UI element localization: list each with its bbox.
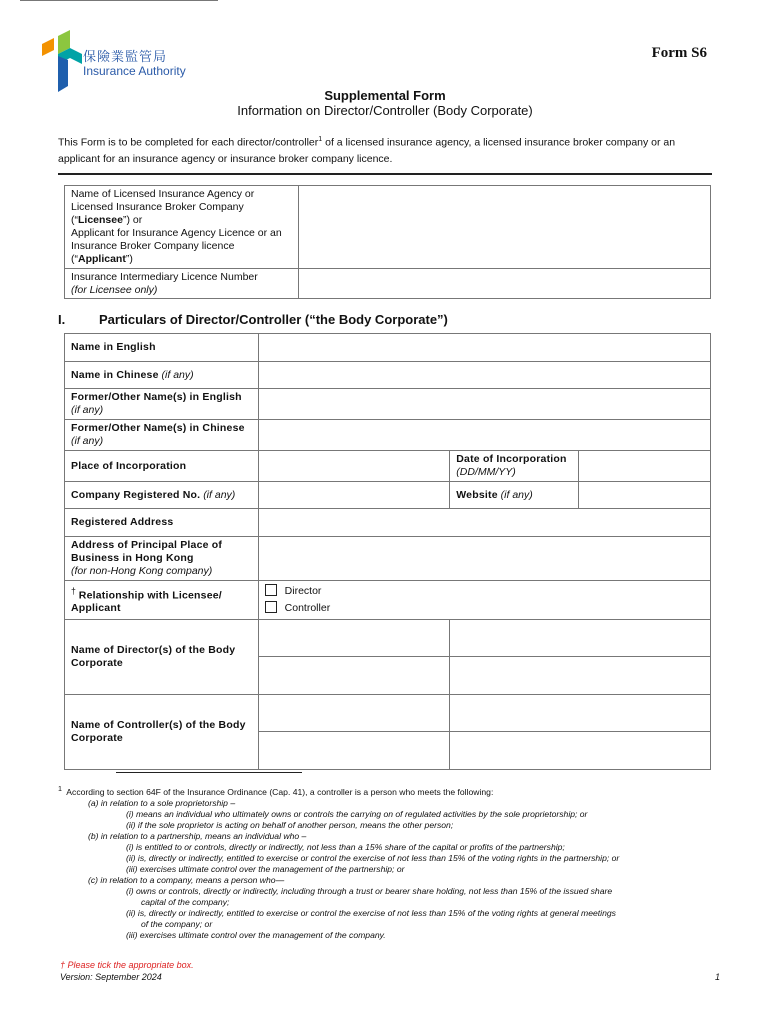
director-checkbox[interactable] (265, 584, 277, 596)
website-field[interactable] (579, 482, 711, 509)
particulars-table (64, 333, 711, 770)
version-label: Version: September 2024 (60, 972, 162, 982)
name-chinese-field[interactable] (258, 362, 710, 389)
footnote-item: capital of the company; (141, 896, 230, 907)
name-english-label: Name in English (65, 334, 259, 362)
intro-paragraph (58, 132, 718, 167)
controller-option-label: Controller (284, 602, 331, 614)
dagger-mark: † (71, 585, 76, 596)
former-name-chinese-field[interactable] (258, 420, 710, 451)
licence-number-note: (for Licensee only) (71, 283, 158, 296)
licensee-name-field[interactable] (299, 186, 711, 269)
date-incorporation-label (450, 451, 579, 482)
footnote-item: (i) is entitled to or controls, directly or indirectly, not less than a 15% share of the capital or profits of the partnership; (126, 841, 565, 852)
former-name-english-label (65, 389, 259, 420)
if-any-note: (if any) (161, 368, 194, 381)
form-subtitle: Information on Director/Controller (Body Corporate) (237, 103, 533, 118)
director-name-field-3[interactable] (258, 657, 450, 695)
footnote-intro (58, 784, 738, 798)
directors-label: Name of Director(s) of the Body Corporate (65, 620, 259, 695)
option-director[interactable] (265, 583, 704, 600)
licence-number-field[interactable] (299, 269, 711, 299)
tick-box-note: † Please tick the appropriate box. (60, 960, 194, 970)
principal-place-label (65, 537, 259, 581)
footnote-item: (iii) exercises ultimate control over the management of the partnership; or (126, 863, 405, 874)
relationship-text: Relationship with Licensee/ Applicant (71, 589, 222, 615)
controllers-label: Name of Controller(s) of the Body Corporate (65, 695, 259, 770)
former-name-english-text: Former/Other Name(s) in English (71, 391, 242, 403)
applicant-label-text: ”) (125, 253, 133, 265)
logo-mark-icon (38, 30, 82, 94)
director-option-label: Director (284, 585, 322, 597)
controller-checkbox[interactable] (265, 601, 277, 613)
section-divider (58, 173, 712, 175)
company-number-text: Company Registered No. (71, 488, 201, 501)
footnote (58, 784, 738, 941)
logo-english-name: Insurance Authority (83, 64, 186, 78)
logo-text (83, 50, 186, 78)
non-hk-note: (for non-Hong Kong company) (71, 565, 213, 577)
name-chinese-text: Name in Chinese (71, 368, 159, 381)
section-title: Particulars of Director/Controller (“the Body Corporate”) (99, 312, 448, 327)
date-incorporation-field[interactable] (579, 451, 711, 482)
former-name-chinese-label (65, 420, 259, 451)
name-english-field[interactable] (258, 334, 710, 362)
registered-address-field[interactable] (258, 509, 710, 537)
if-any-note: (if any) (500, 488, 533, 501)
if-any-note: (if any) (71, 404, 104, 416)
option-controller[interactable] (265, 600, 704, 617)
applicant-term: Applicant (78, 253, 126, 265)
place-incorporation-label: Place of Incorporation (65, 451, 259, 482)
footnote-item: (iii) exercises ultimate control over the management of the company. (126, 929, 386, 940)
footnote-intro-text: According to section 64F of the Insurance Ordinance (Cap. 41), a controller is a person who meets the following: (66, 786, 494, 797)
licence-number-label (65, 269, 299, 299)
form-number: Form S6 (651, 45, 707, 61)
controller-name-field-2[interactable] (450, 695, 711, 732)
section-number: I. (58, 312, 66, 327)
place-incorporation-field[interactable] (258, 451, 450, 482)
website-label (450, 482, 579, 509)
former-name-english-field[interactable] (258, 389, 710, 420)
licensee-label-text: Name of Licensed Insurance Agency or Licensed Insurance Broker Company (“ (71, 188, 255, 226)
registered-address-label: Registered Address (65, 509, 259, 537)
director-name-field-1[interactable] (258, 620, 450, 657)
footnote-item: (c) in relation to a company, means a person who— (88, 874, 285, 885)
licence-number-text: Insurance Intermediary Licence Number (71, 270, 258, 283)
controller-name-field-3[interactable] (258, 732, 450, 770)
licensee-table (64, 185, 711, 299)
footnote-separator (116, 772, 302, 773)
licensee-term: Licensee (78, 214, 123, 226)
footnote-item: (i) means an individual who ultimately owns or controls the carrying on of regulated activities by the sole proprietorship; or (126, 808, 588, 819)
licensee-name-label (65, 186, 299, 269)
date-incorporation-text: Date of Incorporation (456, 453, 567, 465)
intro-text-1: This Form is to be completed for each director/controller (58, 136, 319, 149)
controller-name-field-1[interactable] (258, 695, 450, 732)
footnote-ref: 1 (318, 136, 323, 143)
applicant-label-text: Applicant for Insurance Agency Licence or an Insurance Broker Company licence (“ (71, 227, 282, 265)
top-rule (20, 0, 218, 1)
intro-text-2: of a licensed insurance agency, a licensed insurance broker company or an applicant for an insurance agency or insurance broker company licence. (58, 136, 676, 165)
page-number: 1 (714, 972, 720, 982)
relationship-label (65, 581, 259, 620)
name-chinese-label (65, 362, 259, 389)
former-name-chinese-text: Former/Other Name(s) in Chinese (71, 422, 245, 434)
date-format-note: (DD/MM/YY) (456, 466, 516, 478)
licensee-label-text: ”) or (122, 214, 143, 226)
company-number-label (65, 482, 259, 509)
principal-place-field[interactable] (258, 537, 710, 581)
footnote-item: (i) owns or controls, directly or indirectly, including through a trust or bearer share holding, not less than 15% of the issued share (126, 885, 613, 896)
form-title: Supplemental Form (324, 88, 446, 103)
controller-name-field-4[interactable] (450, 732, 711, 770)
logo-chinese-name: 保險業監管局 (83, 49, 168, 64)
website-text: Website (456, 488, 498, 501)
footnote-item: of the company; or (141, 918, 213, 929)
footnote-item: (b) in relation to a partnership, means an individual who – (88, 830, 307, 841)
director-name-field-2[interactable] (450, 620, 711, 657)
footnote-item: (ii) is, directly or indirectly, entitled to exercise or control the exercise of not less than 15% of the voting rights in the partnership; or (126, 852, 620, 863)
footnote-number: 1 (58, 785, 62, 793)
section-heading (58, 312, 448, 327)
director-name-field-4[interactable] (450, 657, 711, 695)
principal-place-text: Address of Principal Place of Business in Hong Kong (71, 539, 223, 564)
company-number-field[interactable] (258, 482, 450, 509)
relationship-options (258, 581, 710, 620)
if-any-note: (if any) (71, 435, 104, 447)
footnote-item: (a) in relation to a sole proprietorship – (88, 797, 236, 808)
footnote-item: (ii) is, directly or indirectly, entitled to exercise or control the exercise of not less than 15% of the voting rights at general meetings (126, 907, 616, 918)
footnote-item: (ii) if the sole proprietor is acting on behalf of another person, means the other person; (126, 819, 454, 830)
if-any-note: (if any) (203, 488, 236, 501)
